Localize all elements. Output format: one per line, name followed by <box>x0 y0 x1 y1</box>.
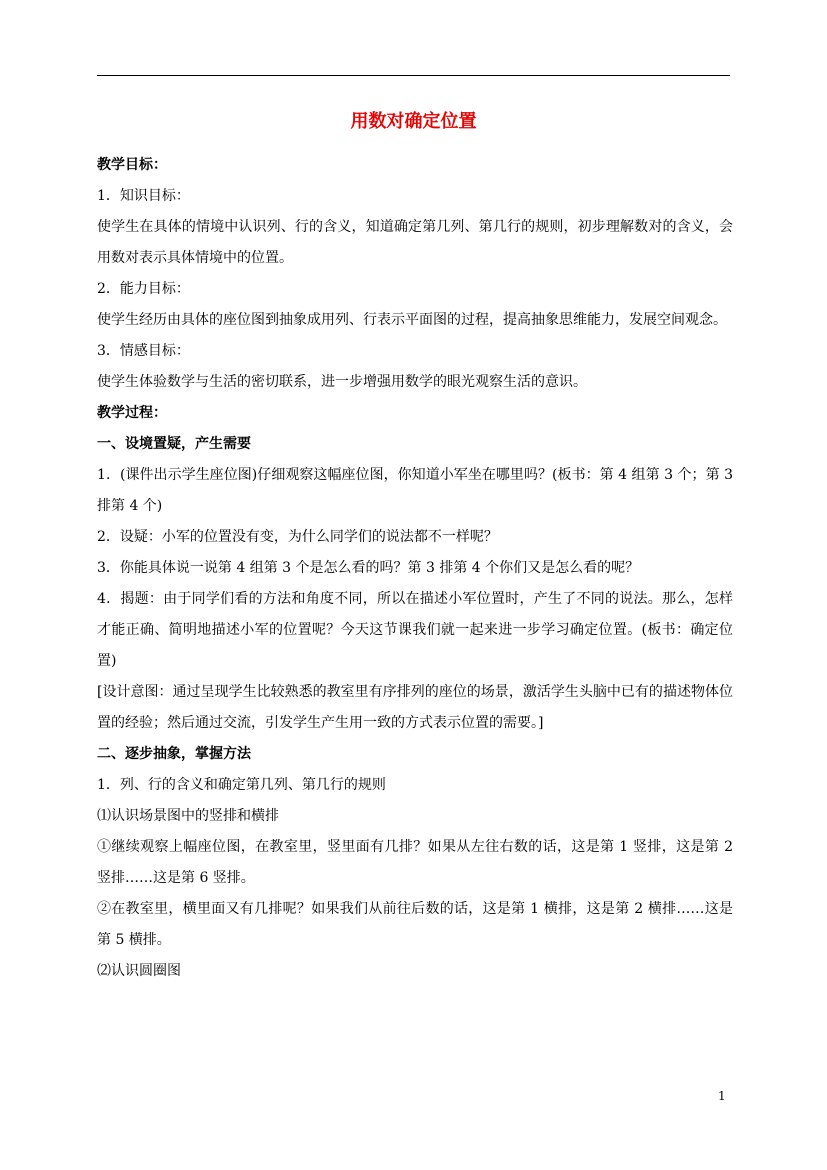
document-body <box>97 150 733 987</box>
paragraph: 3．你能具体说一说第 4 组第 3 个是怎么看的吗？第 3 排第 4 个你们又是怎么看的呢？ <box>97 560 640 576</box>
page-number: 1 <box>718 1089 726 1103</box>
paragraph: [设计意图：通过呈现学生比较熟悉的教室里有序排列的座位的场景，激活学生头脑中已有的描述物体位置的经验；然后通过交流，引发学生产生用一致的方式表示位置的需要。] <box>97 684 733 731</box>
paragraph: 1．(课件出示学生座位图)仔细观察这幅座位图，你知道小军坐在哪里吗？(板书：第 4 组第 3 个；第 3 排第 4 个) <box>97 467 733 514</box>
paragraph: 3．情感目标： <box>97 343 190 359</box>
paragraph: 4．揭题：由于同学们看的方法和角度不同，所以在描述小军位置时，产生了不同的说法。那么，怎样才能正确、简明地描述小军的位置呢？今天这节课我们就一起来进一步学习确定位置。(板书：确定位置) <box>97 591 733 669</box>
section-heading: 一、设境置疑，产生需要 <box>97 436 251 452</box>
header-rule <box>97 75 730 76</box>
paragraph: 使学生经历由具体的座位图到抽象成用列、行表示平面图的过程，提高抽象思维能力，发展空间观念。 <box>97 312 727 328</box>
paragraph: 2．设疑：小军的位置没有变，为什么同学们的说法都不一样呢？ <box>97 529 498 545</box>
paragraph: ⑴认识场景图中的竖排和横排 <box>97 808 279 824</box>
paragraph: ⑵认识圆圈图 <box>97 963 181 979</box>
paragraph: 使学生在具体的情境中认识列、行的含义，知道确定第几列、第几行的规则，初步理解数对的含义，会用数对表示具体情境中的位置。 <box>97 219 733 266</box>
section-heading: 教学过程： <box>97 405 167 421</box>
paragraph: 使学生体验数学与生活的密切联系，进一步增强用数学的眼光观察生活的意识。 <box>97 374 587 390</box>
section-heading: 二、逐步抽象，掌握方法 <box>97 746 251 762</box>
paragraph: 1．列、行的含义和确定第几列、第几行的规则 <box>97 777 386 793</box>
paragraph: ①继续观察上幅座位图，在教室里，竖里面有几排？如果从左往右数的话，这是第 1 竖排，这是第 2 竖排……这是第 6 竖排。 <box>97 839 733 886</box>
paragraph: 1．知识目标： <box>97 188 190 204</box>
document-title: 用数对确定位置 <box>350 111 477 132</box>
section-heading: 教学目标： <box>97 157 167 173</box>
paragraph: ②在教室里，横里面又有几排呢？如果我们从前往后数的话，这是第 1 横排，这是第 2 横排……这是第 5 横排。 <box>97 901 733 948</box>
paragraph: 2．能力目标： <box>97 281 190 297</box>
